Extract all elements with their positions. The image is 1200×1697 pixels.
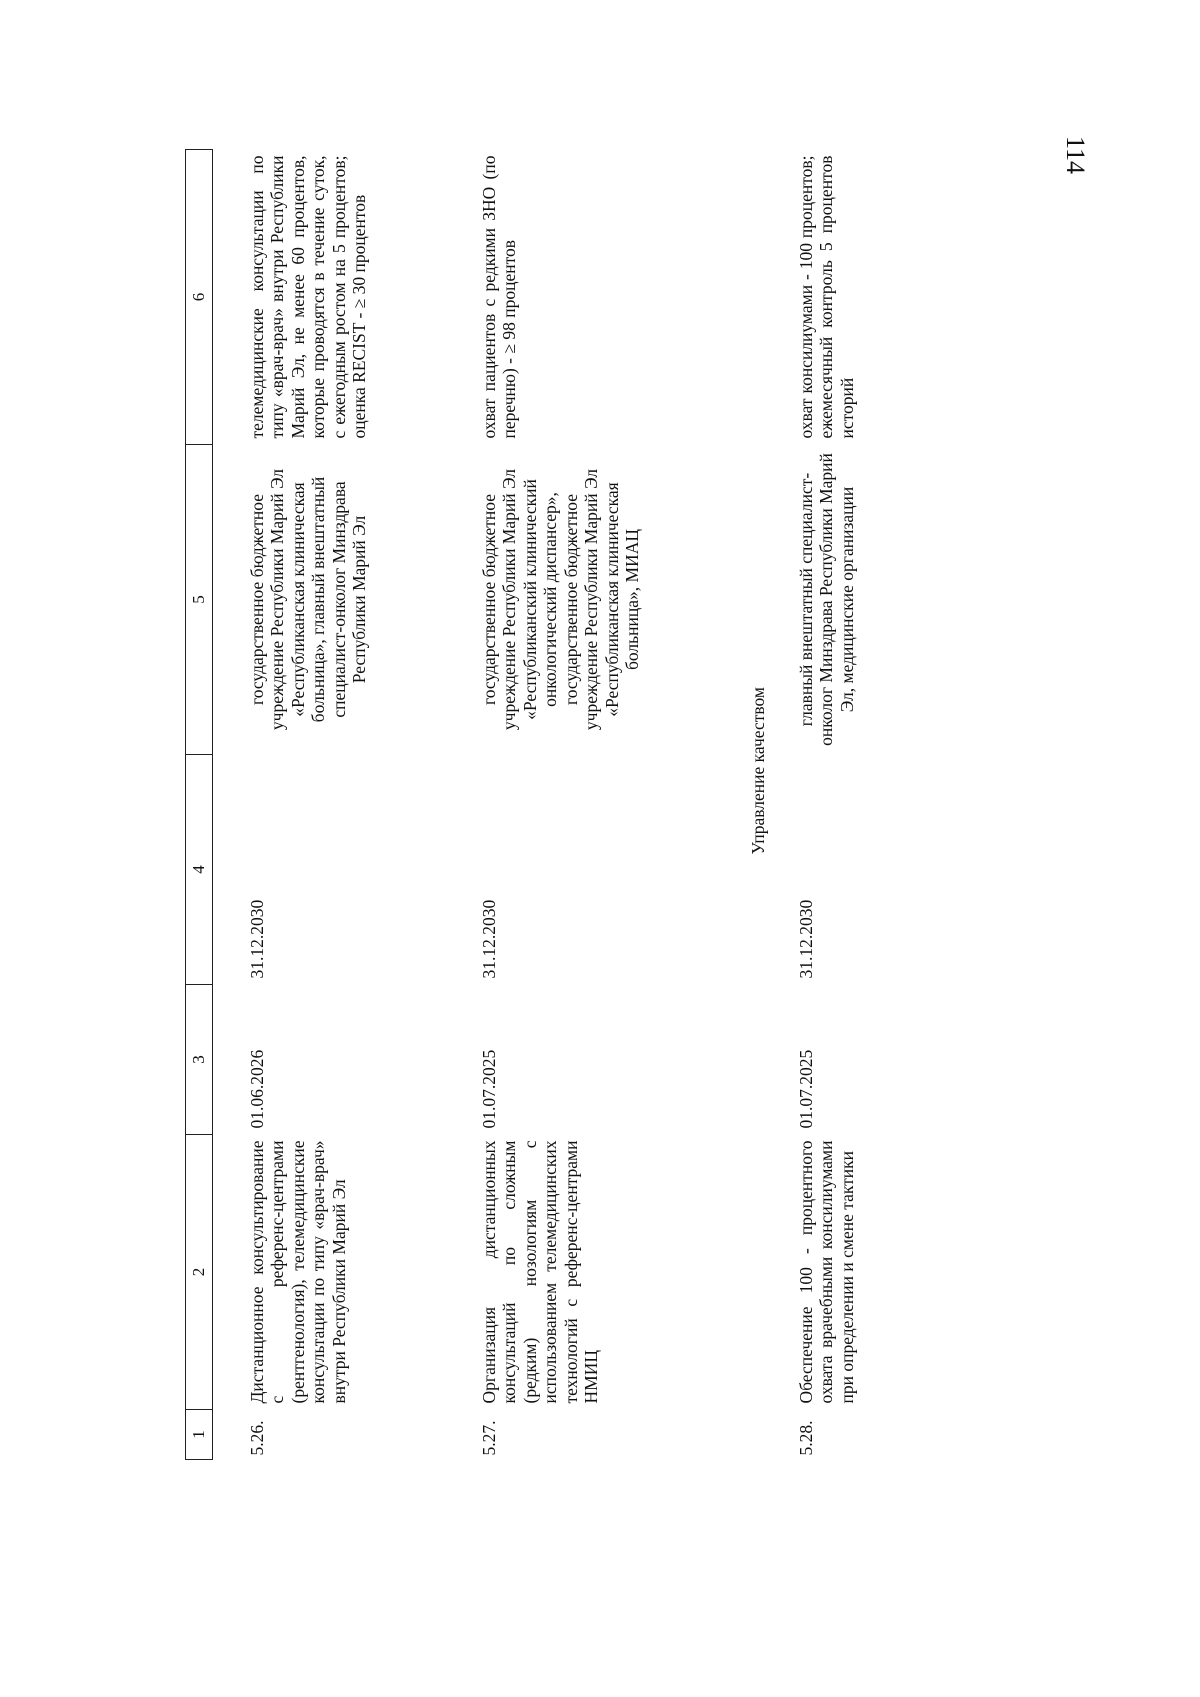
- plan-table: [185, 149, 1004, 1460]
- table-row: [445, 150, 742, 1460]
- start-date: 01.07.2025: [479, 1049, 499, 1129]
- section-row: [742, 150, 786, 1460]
- end-date: 31.12.2030: [796, 899, 816, 979]
- header-col-5: 5: [186, 445, 213, 755]
- header-col-3: 3: [186, 985, 213, 1135]
- table-row: [786, 150, 1004, 1460]
- page-number: 114: [1061, 135, 1090, 175]
- rotated-table-wrapper: [185, 150, 1025, 1460]
- responsible-text: государственное бюджетное учреждение Республики Марий Эл «Республиканский клинический онкологический диспансер», государственное бюджетное учреждение Республики Марий Эл «Республиканская клиническая больница», МИАЦ: [479, 468, 643, 731]
- row-number: 5.27.: [479, 1420, 499, 1456]
- table-row: [213, 150, 446, 1460]
- header-col-6: 6: [186, 150, 213, 445]
- responsible-text: главный внештатный специалист-онколог Минздрава Республики Марий Эл, медицинские организации: [796, 453, 857, 746]
- header-col-2: 2: [186, 1135, 213, 1410]
- result-text: охват консилиумами - 100 процентов; ежемесячный контроль 5 процентов историй: [796, 155, 857, 439]
- result-text: охват пациентов с редкими ЗНО (по перечню) - ≥ 98 процентов: [479, 155, 520, 439]
- header-col-1: 1: [186, 1410, 213, 1460]
- event-text: Обеспечение 100 - процентного охвата врачебными консилиумами при определении и смене тактики: [796, 1140, 857, 1404]
- row-number: 5.28.: [796, 1420, 816, 1456]
- start-date: 01.07.2025: [796, 1049, 816, 1129]
- responsible-text: государственное бюджетное учреждение Республики Марий Эл «Республиканская клиническая больница», главный внештатный специалист-онколог Минздрава Республики Марий Эл: [247, 468, 370, 731]
- end-date: 31.12.2030: [247, 899, 267, 979]
- row-number: 5.26.: [247, 1420, 267, 1456]
- result-text: телемедицинские консультации по типу «врач-врач» внутри Республики Марий Эл, не менее 60 процентов, которые проводятся в течение суток, с ежегодным ростом на 5 процентов; оценка RECIST - ≥ 30 процентов: [247, 155, 370, 439]
- event-text: Организация дистанционных консультаций по сложным (редким) нозологиям с использованием телемедицинских технологий с референс-центрами НМИЦ: [479, 1140, 602, 1404]
- section-title: Управление качеством: [748, 687, 768, 855]
- start-date: 01.06.2026: [247, 1049, 267, 1129]
- end-date: 31.12.2030: [479, 899, 499, 979]
- section-cell: [742, 150, 786, 1460]
- header-row: [186, 150, 213, 1460]
- header-col-4: 4: [186, 755, 213, 985]
- event-text: Дистанционное консультирование с референс-центрами (рентгенология), телемедицинские консультации по типу «врач-врач» внутри Республики Марий Эл: [247, 1140, 349, 1404]
